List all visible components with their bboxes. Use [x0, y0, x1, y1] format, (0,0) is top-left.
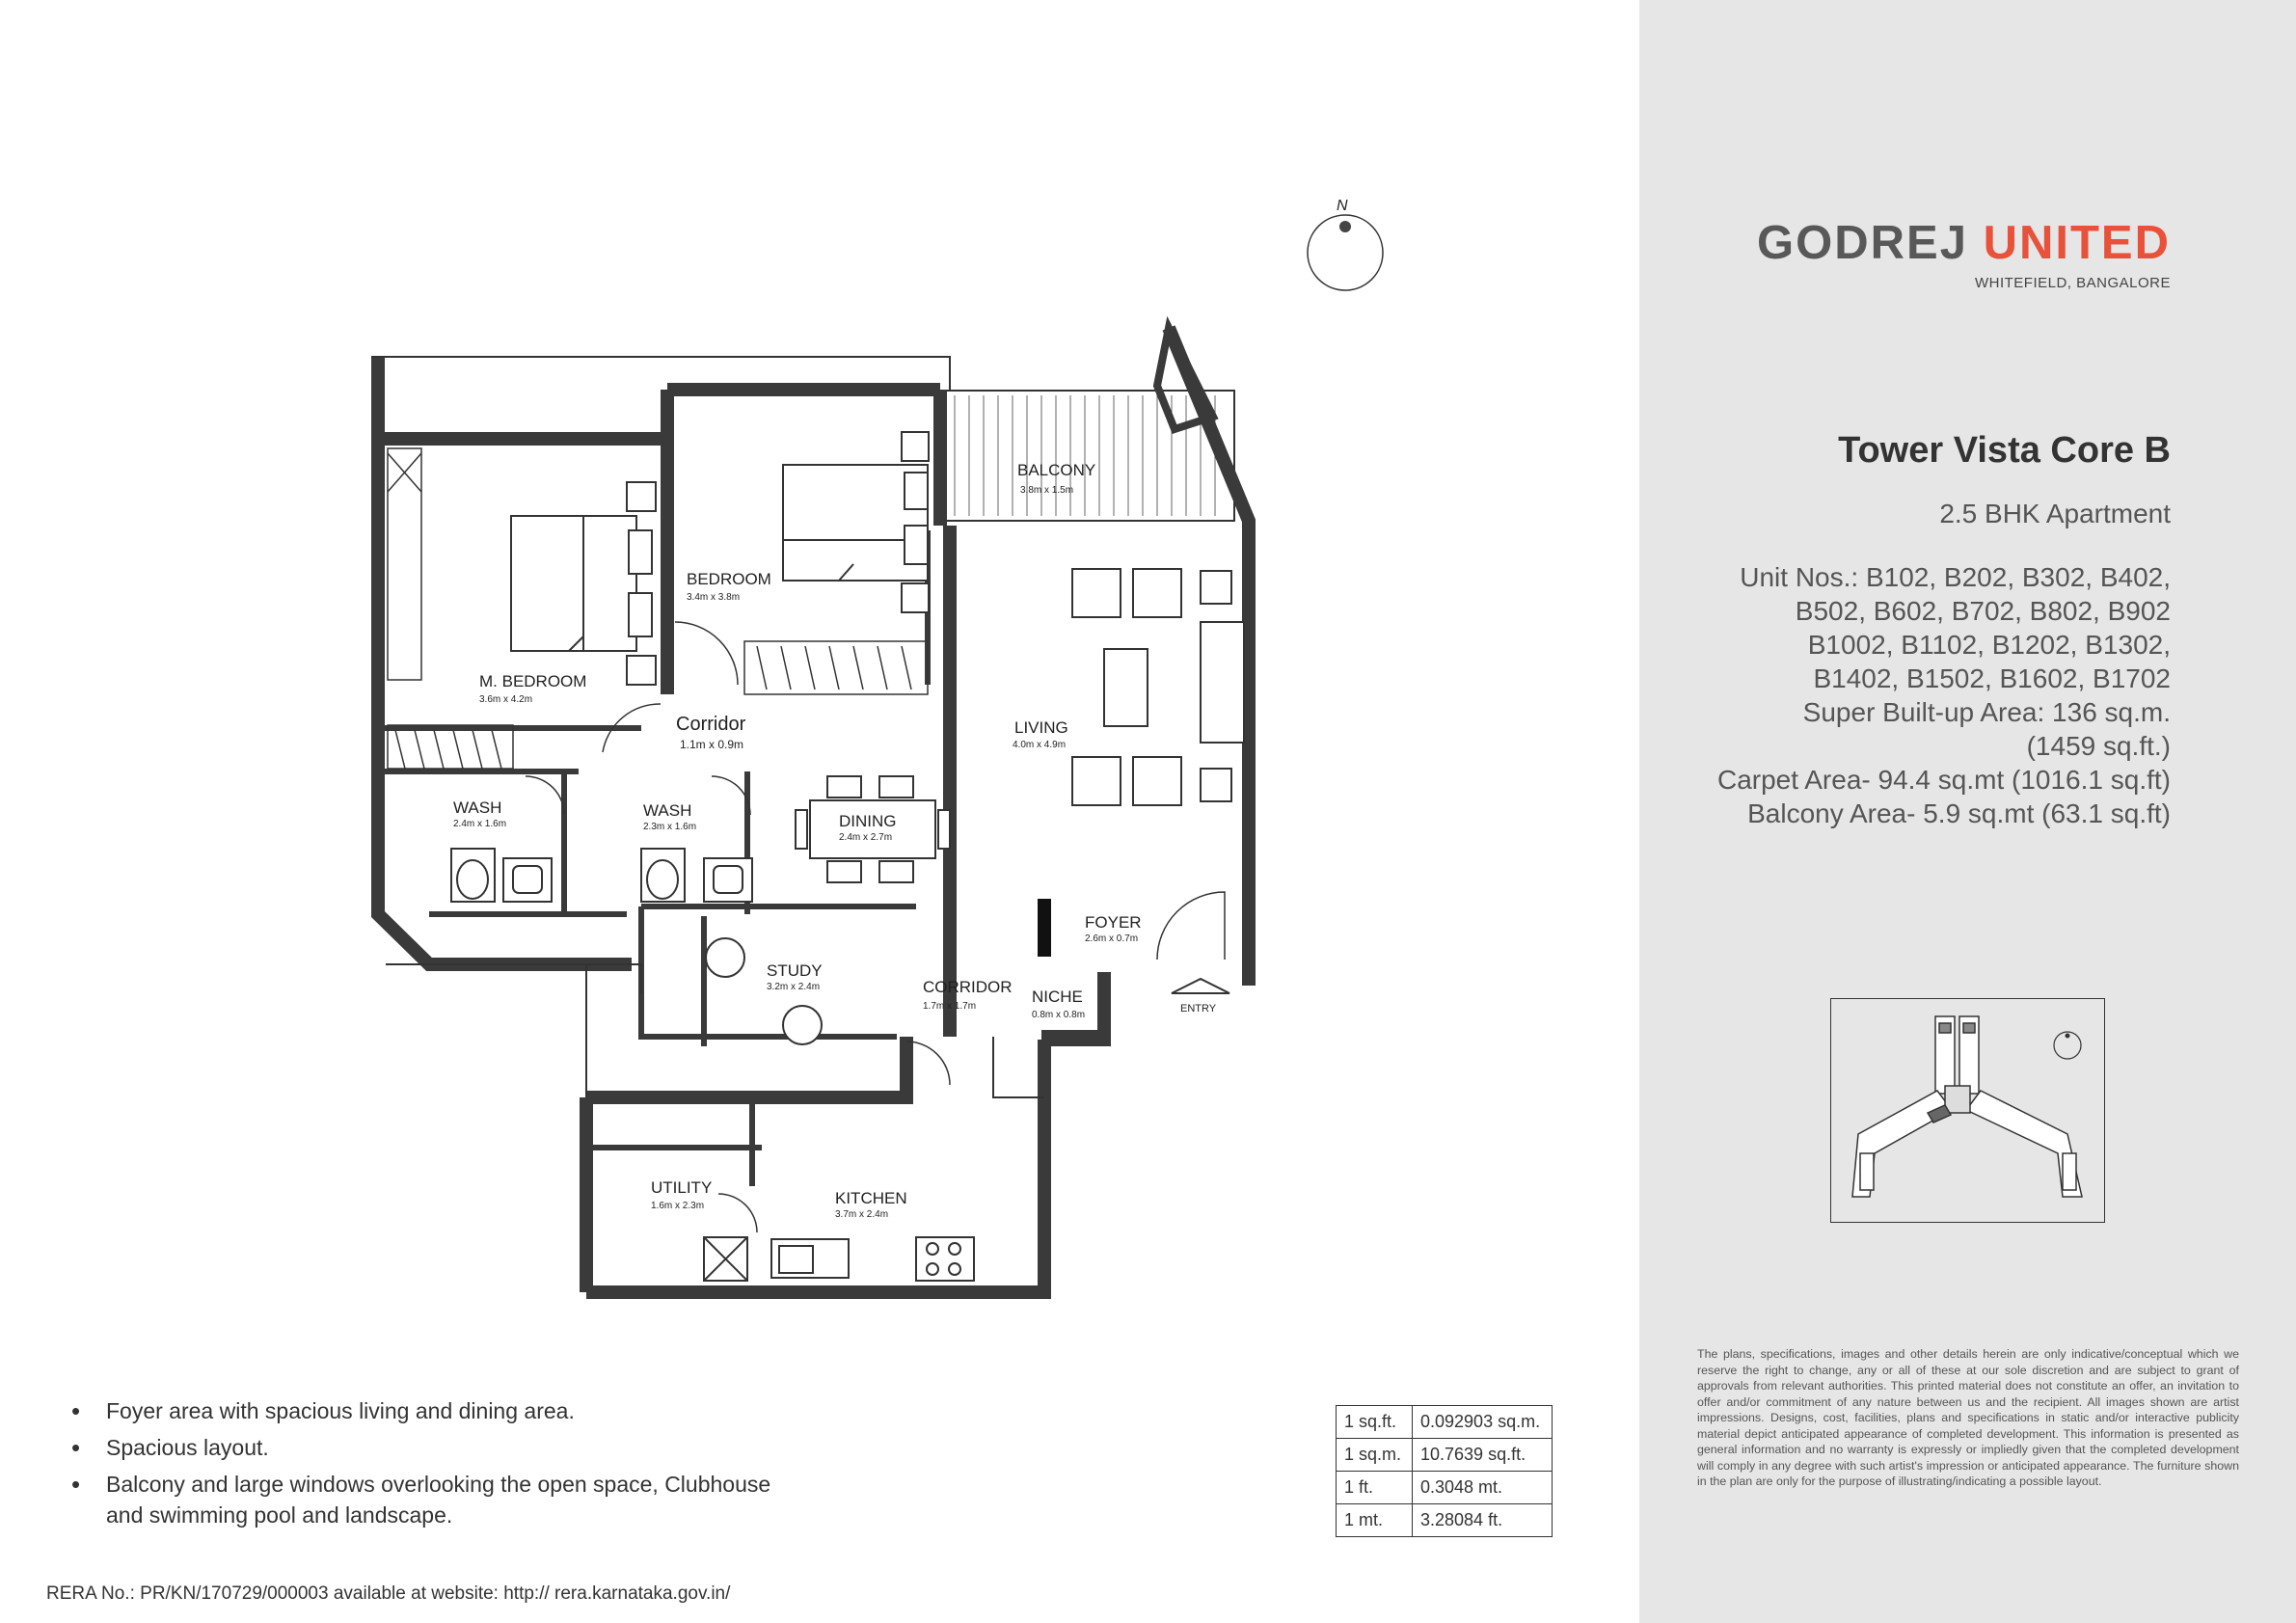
table-cell: 1 ft. — [1337, 1472, 1413, 1504]
toilet-icon — [451, 849, 685, 902]
room-size-niche: 0.8m x 0.8m — [1032, 1010, 1086, 1020]
master-bed-icon — [511, 482, 656, 685]
room-size-dining: 2.4m x 2.7m — [839, 832, 893, 843]
table-cell: 1 mt. — [1337, 1504, 1413, 1537]
room-label-niche: NICHE — [1032, 987, 1083, 1006]
brand-logo — [1757, 217, 2171, 269]
feature-item: • Balcony and large windows overlooking the open space, Clubhouse and swimming pool and landscape. — [69, 1469, 781, 1530]
room-size-foyer: 2.6m x 0.7m — [1085, 933, 1139, 944]
table-cell: 1 sq.ft. — [1337, 1406, 1413, 1439]
table-cell: 3.28084 ft. — [1413, 1504, 1553, 1537]
room-label-wash: WASH — [453, 798, 502, 817]
room-size-study: 3.2m x 2.4m — [767, 982, 821, 992]
room-label-foyer: FOYER — [1085, 913, 1142, 932]
table-cell: 0.092903 sq.m. — [1413, 1406, 1553, 1439]
kitchen-counter-icon — [704, 1237, 974, 1281]
table-row — [1337, 1504, 1553, 1537]
room-size-utility: 1.6m x 2.3m — [651, 1201, 705, 1211]
room-label-kitchen: KITCHEN — [835, 1189, 907, 1207]
table-row — [1337, 1439, 1553, 1472]
table-cell: 0.3048 mt. — [1413, 1472, 1553, 1504]
room-label-living: LIVING — [1014, 718, 1068, 737]
compass-north-label: N — [1337, 198, 1348, 214]
table-cell: 10.7639 sq.ft. — [1413, 1439, 1553, 1472]
features-list — [69, 1395, 781, 1536]
key-plan — [1830, 998, 2105, 1223]
room-size-kitchen: 3.7m x 2.4m — [835, 1209, 889, 1220]
balcony-area: Balcony Area- 5.9 sq.mt (63.1 sq.ft) — [1747, 798, 2171, 828]
brand-block — [1757, 217, 2171, 291]
conversion-table — [1336, 1405, 1553, 1537]
room-size-wash: 2.3m x 1.6m — [643, 822, 697, 832]
table-row — [1337, 1406, 1553, 1439]
unit-info — [1717, 430, 2171, 830]
brand-name-part1: GODREJ — [1757, 217, 1968, 269]
room-label-bedroom: BEDROOM — [687, 570, 771, 588]
key-plan-drawing — [1831, 999, 2104, 1222]
compass-icon — [1308, 198, 1383, 290]
super-built-up-area-sqft: (1459 sq.ft.) — [2026, 731, 2171, 761]
room-size-corridor: 1.7m x 1.7m — [923, 1001, 977, 1012]
apartment-type: 2.5 BHK Apartment — [1939, 499, 2171, 528]
room-size-wash: 2.4m x 1.6m — [453, 819, 507, 829]
unit-numbers-line: Unit Nos.: B102, B202, B302, B402, — [1740, 562, 2171, 592]
table-cell: 1 sq.m. — [1337, 1439, 1413, 1472]
table-row — [1337, 1472, 1553, 1504]
room-size-corridor: 1.1m x 0.9m — [680, 738, 744, 751]
sink-icon — [503, 858, 752, 902]
tower-title: Tower Vista Core B — [1838, 430, 2171, 471]
room-label-study: STUDY — [767, 961, 823, 980]
room-size-living: 4.0m x 4.9m — [1013, 740, 1067, 750]
room-label-corridor: Corridor — [676, 714, 746, 735]
room-label-dining: DINING — [839, 812, 897, 830]
bedroom-wardrobe-icon — [744, 641, 928, 694]
room-size-bedroom: 3.4m x 3.8m — [687, 592, 741, 603]
carpet-area: Carpet Area- 94.4 sq.mt (1016.1 sq.ft) — [1716, 765, 2171, 795]
feature-item: • Foyer area with spacious living and dining area. — [69, 1395, 781, 1426]
room-label-master-bedroom: M. BEDROOM — [479, 672, 587, 690]
room-label-balcony: BALCONY — [1017, 461, 1096, 479]
room-size-master-bedroom: 3.6m x 4.2m — [479, 694, 533, 705]
unit-numbers-line: B502, B602, B702, B802, B902 — [1795, 596, 2171, 626]
entry-column — [1038, 899, 1051, 957]
room-label-wash: WASH — [643, 801, 692, 820]
disclaimer-text: The plans, specifications, images and other details herein are only indicative/conceptual which we reserve the right to change, any or all of these at our sole discretion and are subject to grant of approvals from relevant authorities. This printed material does not constitute an offer, an invitation to offer and/or commitment of any nature between us and the recipient. All images shown are artist impressions. Designs, cost, facilities, plans and specifications in static and/or interactive publicity material depict anticipated appearance of completed development. This information is presented as general information and no warranty is expressly or impliedly given that the completed development will comply in any degree with such artist's impression or anticipated appearance. The furniture shown in the plan are only for the purpose of illustrating/indicating a possible layout. — [1697, 1347, 2239, 1488]
rera-info: RERA No.: PR/KN/170729/000003 available at website: http:// rera.karnataka.gov.in/ — [46, 1583, 731, 1604]
room-label-utility: UTILITY — [651, 1178, 713, 1197]
sofa-set-icon — [1072, 569, 1244, 805]
unit-numbers-line: B1002, B1102, B1202, B1302, — [1807, 630, 2171, 660]
brand-name-part2: UNITED — [1983, 217, 2171, 269]
room-label-corridor: CORRIDOR — [923, 978, 1013, 996]
wardrobe-icon — [388, 448, 513, 769]
brand-location: WHITEFIELD, BANGALORE — [1974, 275, 2171, 291]
bed-icon — [783, 432, 929, 612]
entry-arrow-icon — [1172, 979, 1229, 993]
unit-numbers-line: B1402, B1502, B1602, B1702 — [1813, 663, 2171, 693]
entry-label: ENTRY — [1180, 1003, 1217, 1014]
feature-item: • Spacious layout. — [69, 1432, 781, 1463]
room-size-balcony: 3.8m x 1.5m — [1020, 485, 1074, 496]
balcony-hatch — [945, 391, 1234, 521]
super-built-up-area: Super Built-up Area: 136 sq.m. — [1802, 697, 2171, 727]
